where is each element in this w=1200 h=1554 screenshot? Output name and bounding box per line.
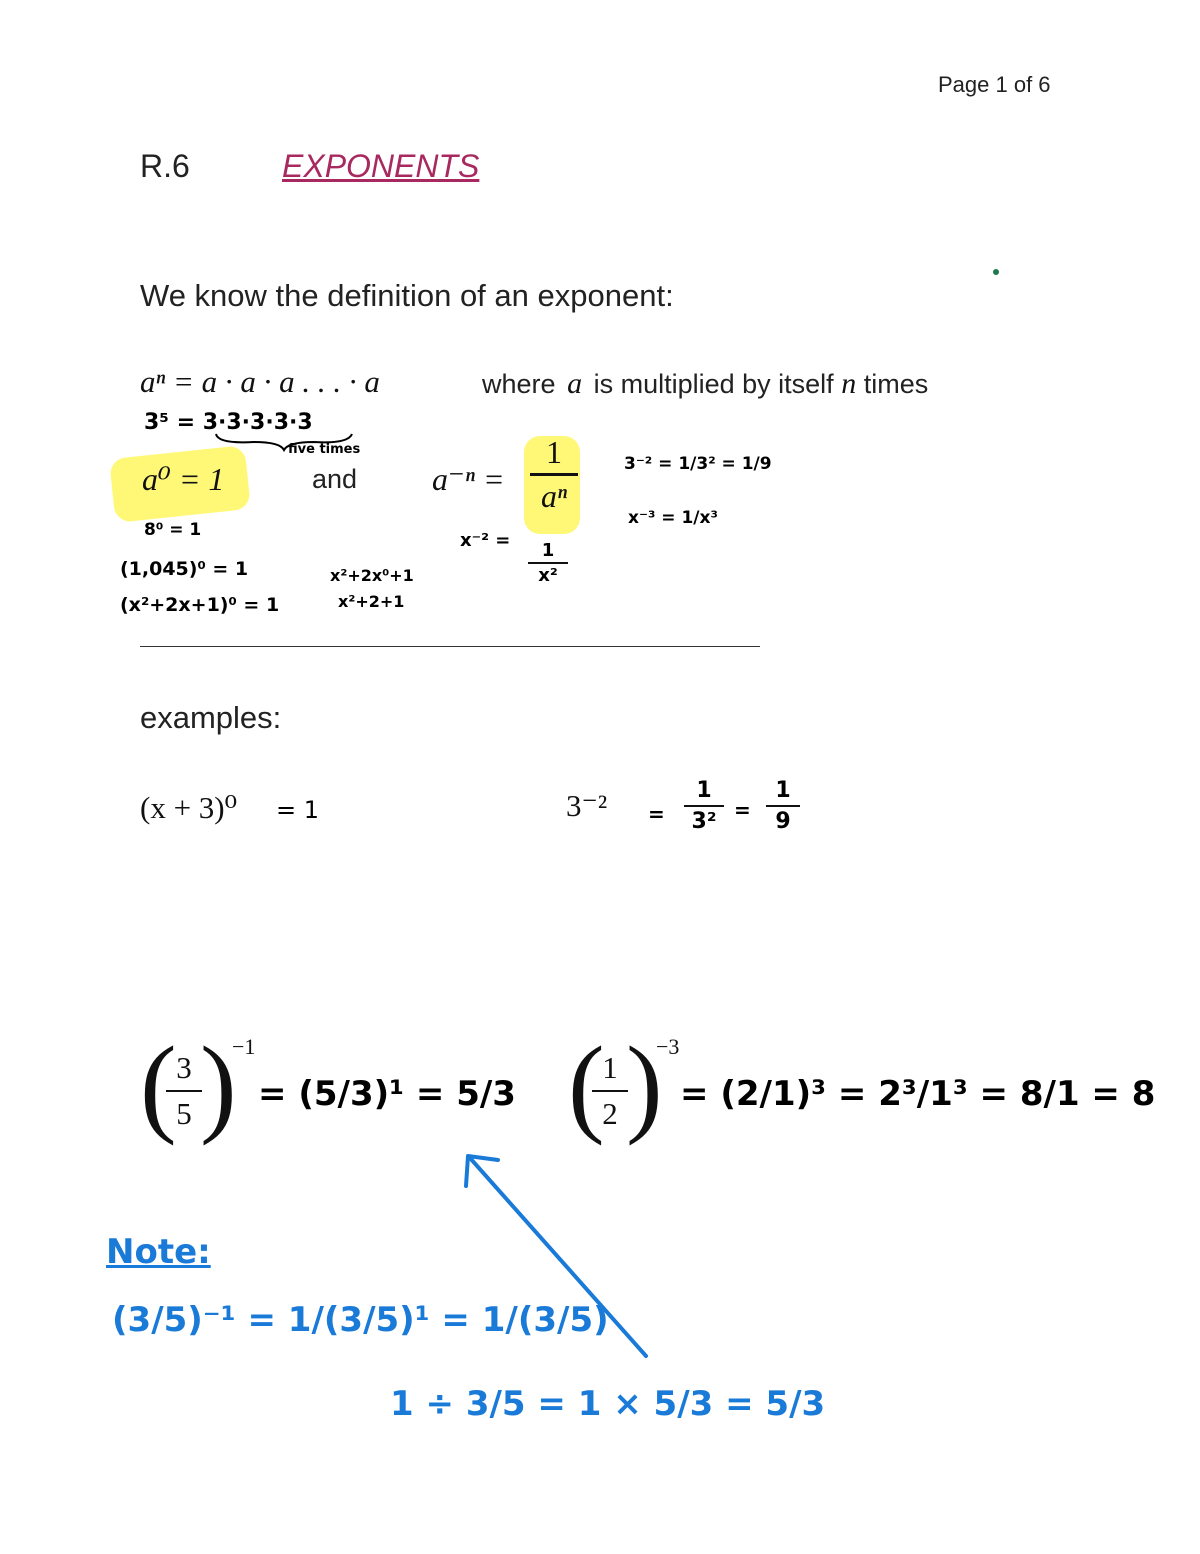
hw-neg-example-lhs: x⁻² =: [460, 530, 511, 551]
example2-expression: 3⁻²: [566, 788, 608, 823]
example4-den: 2: [602, 1096, 618, 1131]
example2-frac2: [766, 778, 800, 834]
example3-handwritten: = (5/3)¹ = 5/3: [258, 1074, 516, 1114]
zero-exponent-rule: a⁰ = 1: [142, 461, 225, 497]
var-a: a: [567, 367, 583, 400]
example2-eq: =: [648, 802, 665, 826]
example2-bar2: [766, 805, 800, 807]
example4-exponent: −3: [656, 1034, 680, 1059]
hw-zero-1: 8⁰ = 1: [144, 520, 202, 540]
example1-expression: (x + 3)⁰: [140, 790, 238, 825]
note-line2: 1 ÷ 3/5 = 1 × 5/3 = 5/3: [390, 1384, 826, 1424]
where-post: times: [863, 369, 929, 399]
hw-side-example-b: x⁻³ = 1/x³: [628, 508, 718, 528]
example3-bar: [166, 1090, 202, 1092]
fraction-denominator: aⁿ: [540, 478, 568, 514]
definition-formula: aⁿ = a · a · a . . . · a: [140, 364, 380, 399]
example3-fraction: [166, 1050, 202, 1132]
hw-zero-2: (1,045)⁰ = 1: [120, 558, 249, 580]
example4-handwritten: = (2/1)³ = 2³/1³ = 8/1 = 8: [680, 1074, 1156, 1114]
example2-num1: 1: [696, 778, 712, 803]
example4-num: 1: [602, 1050, 618, 1085]
example2-eq2: =: [734, 798, 751, 822]
example3-left-paren: (: [140, 1024, 177, 1146]
example2-den1: 3²: [691, 809, 717, 834]
hw-five-times: five times: [288, 442, 361, 457]
examples-label: examples:: [140, 700, 282, 735]
example2-frac1: [684, 778, 724, 834]
hw-neg-den: x²: [538, 565, 558, 586]
example4-right-paren: ): [626, 1024, 663, 1146]
and-word: and: [312, 464, 358, 494]
where-word: where: [482, 369, 556, 399]
negative-exponent-fraction: [530, 434, 578, 515]
note-label: Note:: [106, 1232, 211, 1272]
example2-den2: 9: [775, 809, 791, 834]
page-number: Page 1 of 6: [938, 72, 1051, 97]
example2-bar1: [684, 805, 724, 807]
example4-fraction: [592, 1050, 628, 1132]
definition-explanation: [482, 367, 928, 401]
hw-expand-example: 3⁵ = 3·3·3·3·3: [144, 410, 313, 435]
example4-bar: [592, 1090, 628, 1092]
fraction-numerator: 1: [546, 434, 562, 470]
hw-zero-5: x²+2+1: [338, 592, 405, 611]
section-title: EXPONENTS: [282, 148, 480, 184]
var-n: n: [841, 367, 857, 400]
example4-left-paren: (: [568, 1024, 605, 1146]
hw-zero-4: x²+2x⁰+1: [330, 566, 414, 585]
example3-den: 5: [176, 1096, 192, 1131]
divider: [140, 646, 760, 647]
hw-zero-3: (x²+2x+1)⁰ = 1: [120, 594, 280, 616]
fraction-bar: [530, 473, 578, 476]
where-mid: is multiplied by itself: [593, 369, 834, 399]
example1-answer: = 1: [276, 796, 320, 824]
hw-side-example-a: 3⁻² = 1/3² = 1/9: [624, 454, 772, 474]
hw-neg-example-fraction: [528, 540, 568, 586]
note-line1: (3/5)⁻¹ = 1/(3/5)¹ = 1/(3/5): [112, 1300, 609, 1340]
example3-num: 3: [176, 1050, 192, 1085]
section-code: R.6: [140, 148, 190, 184]
example3-right-paren: ): [200, 1024, 237, 1146]
intro-text: We know the definition of an exponent:: [140, 278, 674, 313]
hw-neg-num: 1: [541, 540, 555, 561]
ink-dot: [993, 269, 999, 275]
negative-exponent-lhs: a⁻ⁿ =: [432, 461, 505, 497]
hw-neg-bar: [528, 562, 568, 564]
example3-exponent: −1: [232, 1034, 256, 1059]
example2-num2: 1: [775, 778, 791, 803]
